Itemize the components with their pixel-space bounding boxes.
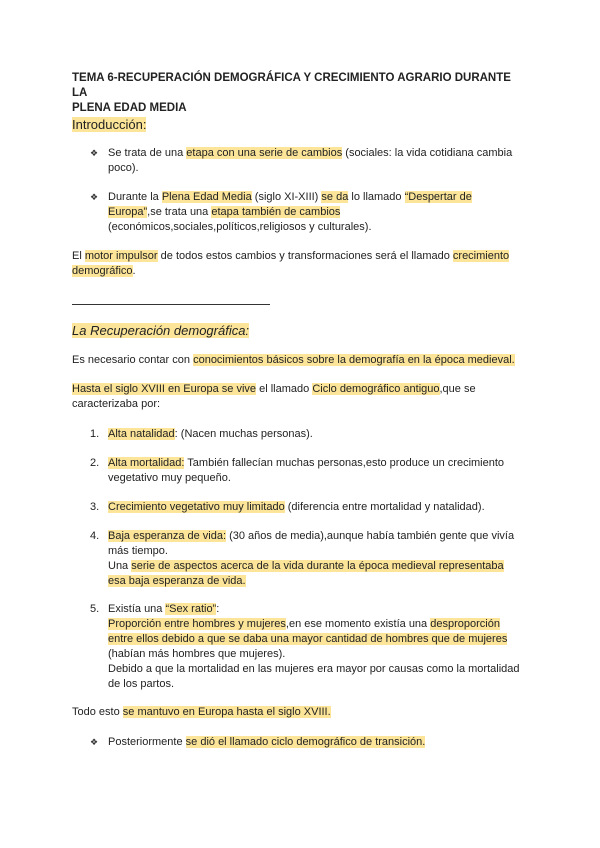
highlighted-text: Plena Edad Media xyxy=(161,191,252,203)
text-run: de los partos. xyxy=(108,678,175,690)
demography-paragraph-1 xyxy=(72,353,528,368)
text-run: vegetativo muy pequeño. xyxy=(108,472,231,484)
highlighted-text: “Sex ratio” xyxy=(165,603,217,615)
text-run: Existía una xyxy=(108,603,166,615)
text-run: (habían más hombres que mujeres). xyxy=(108,648,286,660)
list-item-limited-growth xyxy=(108,500,528,515)
text-run: ,se trata una xyxy=(147,206,212,218)
highlighted-text: se mantuvo en Europa hasta el siglo XVIII. xyxy=(122,706,331,718)
list-item-life-expectancy xyxy=(108,529,528,589)
text-run: (30 años de media),aunque había también gente que vivía xyxy=(226,530,515,542)
list-number: 5. xyxy=(90,603,100,615)
demography-paragraph-2 xyxy=(72,382,528,412)
intro-bullet-2 xyxy=(108,190,528,235)
text-run: ,que se xyxy=(439,383,476,395)
highlighted-text: Alta mortalidad: xyxy=(108,457,185,469)
text-run: poco). xyxy=(108,162,139,174)
text-run: : (Nacen muchas personas). xyxy=(174,428,313,440)
list-item-high-birth-rate xyxy=(108,427,528,442)
highlighted-text: Europa” xyxy=(108,206,148,218)
text-run: Durante la xyxy=(108,191,162,203)
highlighted-text: Alta natalidad xyxy=(108,428,175,440)
text-run: Todo esto xyxy=(72,706,123,718)
highlighted-text: Baja esperanza de vida: xyxy=(108,530,227,542)
highlighted-text: conocimientos básicos sobre la demografía en la época medieval. xyxy=(193,354,515,366)
closing-paragraph xyxy=(72,705,528,720)
list-item-sex-ratio xyxy=(108,602,528,692)
highlighted-text: Crecimiento vegetativo muy limitado xyxy=(108,501,285,513)
highlighted-text: esa baja esperanza de vida. xyxy=(108,575,246,587)
text-run: Posteriormente xyxy=(108,736,186,748)
section-divider xyxy=(72,304,270,305)
text-run: de todos estos cambios y transformaciones será el llamado xyxy=(157,250,453,262)
text-run: . xyxy=(132,265,136,277)
highlighted-text: se da xyxy=(321,191,349,203)
highlighted-text: demográfico xyxy=(72,265,133,277)
list-number: 2. xyxy=(90,457,100,469)
intro-paragraph xyxy=(72,249,528,279)
highlighted-text: etapa también de cambios xyxy=(211,206,341,218)
intro-bullet-1 xyxy=(108,146,528,176)
text-run: más tiempo. xyxy=(108,545,168,557)
text-run: el llamado xyxy=(256,383,313,395)
highlighted-text: Hasta el siglo XVIII en Europa se vive xyxy=(72,383,257,395)
text-run: : xyxy=(216,603,220,615)
highlighted-text: motor impulsor xyxy=(84,250,158,262)
list-number: 3. xyxy=(90,501,100,513)
list-number: 4. xyxy=(90,530,100,542)
text-run: Una xyxy=(108,560,132,572)
introduction-heading: Introducción: xyxy=(72,117,147,132)
bullet-icon: ❖ xyxy=(90,148,99,158)
highlighted-text: Proporción entre hombres y mujeres xyxy=(108,618,286,630)
text-run: (sociales: la vida cotidiana cambia xyxy=(342,147,513,159)
text-run: El xyxy=(72,250,85,262)
demography-heading: La Recuperación demográfica: xyxy=(72,323,250,338)
bullet-icon: ❖ xyxy=(90,737,99,747)
text-run: También fallecían muchas personas,esto produce un crecimiento xyxy=(184,457,505,469)
highlighted-text: se dió el llamado ciclo demográfico de transición. xyxy=(185,736,426,748)
highlighted-text: crecimiento xyxy=(452,250,510,262)
highlighted-text: entre ellos debido a que se daba una mayor cantidad de hombres que de mujeres xyxy=(108,633,508,645)
closing-bullet xyxy=(108,735,528,750)
document-title: TEMA 6-RECUPERACIÓN DEMOGRÁFICA Y CRECIMIENTO AGRARIO DURANTE LA PLENA EDAD MEDIA xyxy=(72,72,511,114)
text-run: (económicos,sociales,políticos,religiosos y culturales). xyxy=(108,221,372,233)
highlighted-text: etapa con una serie de cambios xyxy=(186,147,343,159)
bullet-icon: ❖ xyxy=(90,192,99,202)
text-run: Es necesario contar con xyxy=(72,354,194,366)
text-run: caracterizaba por: xyxy=(72,398,161,410)
list-item-high-mortality xyxy=(108,456,528,486)
list-number: 1. xyxy=(90,428,100,440)
text-run: ,en ese momento existía una xyxy=(285,618,431,630)
highlighted-text: “Despertar de xyxy=(404,191,472,203)
highlighted-text: serie de aspectos acerca de la vida durante la época medieval representaba xyxy=(131,560,504,572)
highlighted-text: Ciclo demográfico antiguo xyxy=(312,383,440,395)
highlighted-text: desproporción xyxy=(430,618,500,630)
text-run: Se trata de una xyxy=(108,147,187,159)
text-run: (diferencia entre mortalidad y natalidad). xyxy=(284,501,485,513)
text-run: (siglo XI-XIII) xyxy=(251,191,322,203)
text-run: lo llamado xyxy=(348,191,405,203)
text-run: Debido a que la mortalidad en las mujeres era mayor por causas como la mortalidad xyxy=(108,663,520,675)
